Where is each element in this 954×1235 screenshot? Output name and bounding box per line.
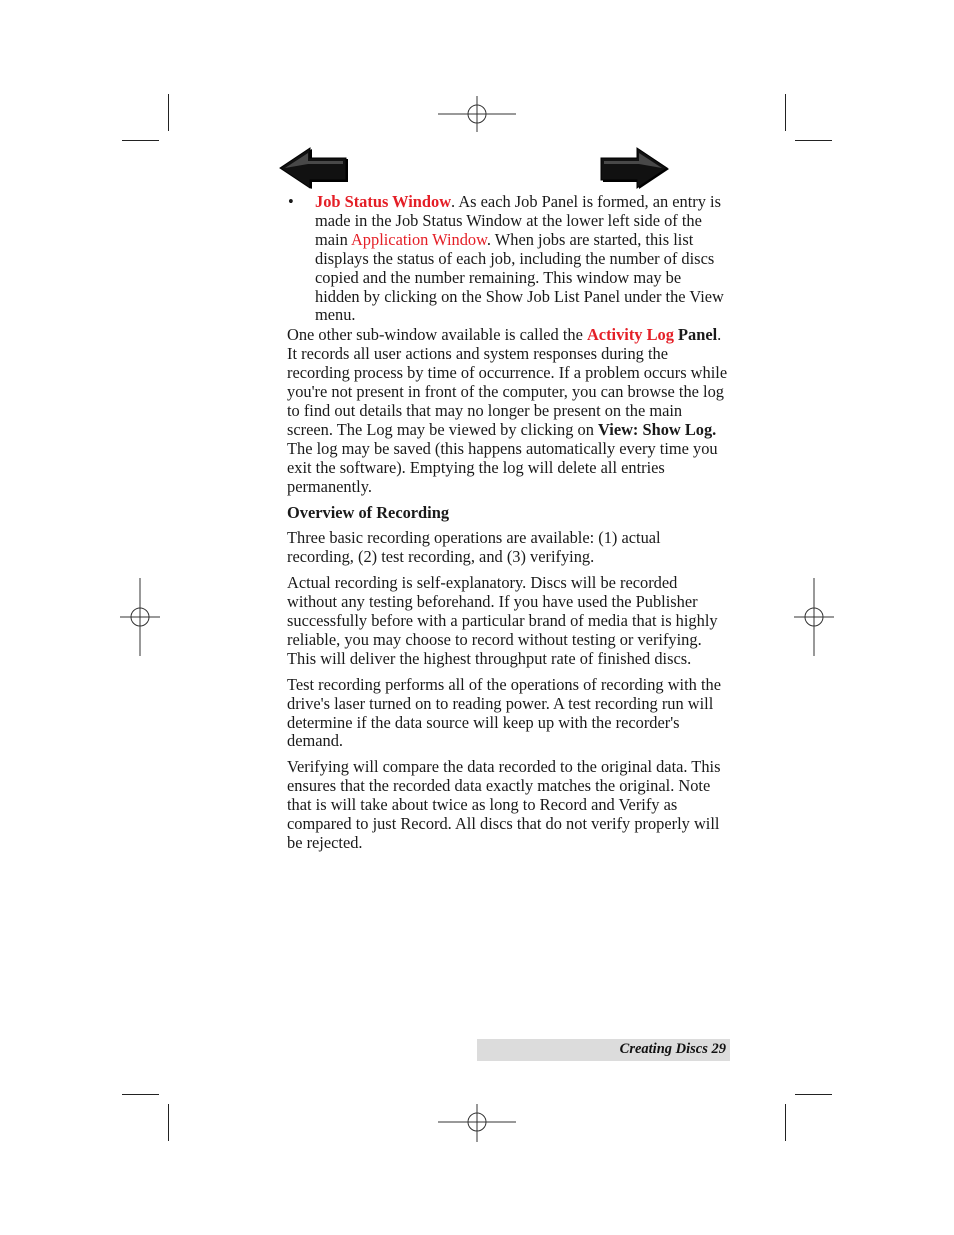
crop-mark — [785, 1104, 786, 1141]
page-footer — [477, 1039, 730, 1061]
crop-mark — [168, 1104, 169, 1141]
activity-text-body: . It records all user actions and system responses during the recording process by time of occurrence. If a problem occurs while you're not present in front of the computer, you can browse the log to find out details that may no longer be present on the main screen. The Log may be viewed by clicking on — [287, 325, 728, 439]
footer-page-label: Creating Discs 29 — [619, 1041, 726, 1057]
job-status-window-link[interactable]: Job Status Window — [315, 192, 452, 211]
paragraph-operations: Three basic recording operations are available: (1) actual recording, (2) test recording, and (3) verifying. — [287, 528, 661, 567]
bullet-marker: • — [288, 192, 294, 211]
right-arrow-icon[interactable] — [600, 147, 672, 191]
registration-mark-top — [438, 96, 516, 136]
registration-mark-bottom — [438, 1104, 516, 1144]
crop-mark — [785, 94, 786, 131]
view-show-log-command: View: Show Log. — [598, 419, 717, 439]
paragraph-actual-recording: Actual recording is self-explanatory. Discs will be recorded without any testing beforehand. If you have used the Publisher successfully before with a particular brand of media that is highly reliable, you may choose to record without testing or verifying. This will deliver the highest throughput rate of finished discs. — [287, 573, 718, 668]
registration-mark-left — [120, 578, 160, 656]
crop-mark — [795, 1094, 832, 1095]
activity-text-end: The log may be saved (this happens automatically every time you exit the software). Emptying the log will delete all entries permanently. — [287, 438, 718, 496]
left-arrow-icon[interactable] — [279, 147, 351, 191]
bullet-text: . As each Job Panel is formed, an entry is made in the Job Status Window at the lower left side of the main — [315, 192, 721, 249]
activity-log-link[interactable]: Activity Log — [586, 325, 674, 345]
crop-mark — [122, 140, 159, 141]
activity-text-intro: One other sub-window available is called the — [287, 325, 587, 345]
registration-mark-right — [794, 578, 834, 656]
crop-mark — [168, 94, 169, 131]
paragraph-verifying: Verifying will compare the data recorded to the original data. This ensures that the recorded data exactly matches the original. Note that is will take about twice as long to Record and Verify as compared to just Record. All discs that do not verify properly will be rejected. — [287, 757, 721, 852]
bullet-item-job-status — [287, 193, 729, 325]
panel-term: Panel — [678, 325, 718, 345]
crop-mark — [795, 140, 832, 141]
application-window-link[interactable]: Application Window — [350, 229, 487, 249]
crop-mark — [122, 1094, 159, 1095]
bullet-text-continued: . When jobs are started, this list displays the status of each job, including the number of discs copied and the number remaining. This window may be hidden by clicking on the Show Job List Panel under the View menu. — [315, 229, 724, 325]
paragraph-test-recording: Test recording performs all of the operations of recording with the drive's laser turned on to reading power. A test recording run will determine if the data source will keep up with the recorder's demand. — [287, 674, 721, 751]
page-body — [287, 193, 729, 860]
section-heading: Overview of Recording — [287, 502, 450, 522]
activity-log-paragraph — [287, 326, 729, 496]
